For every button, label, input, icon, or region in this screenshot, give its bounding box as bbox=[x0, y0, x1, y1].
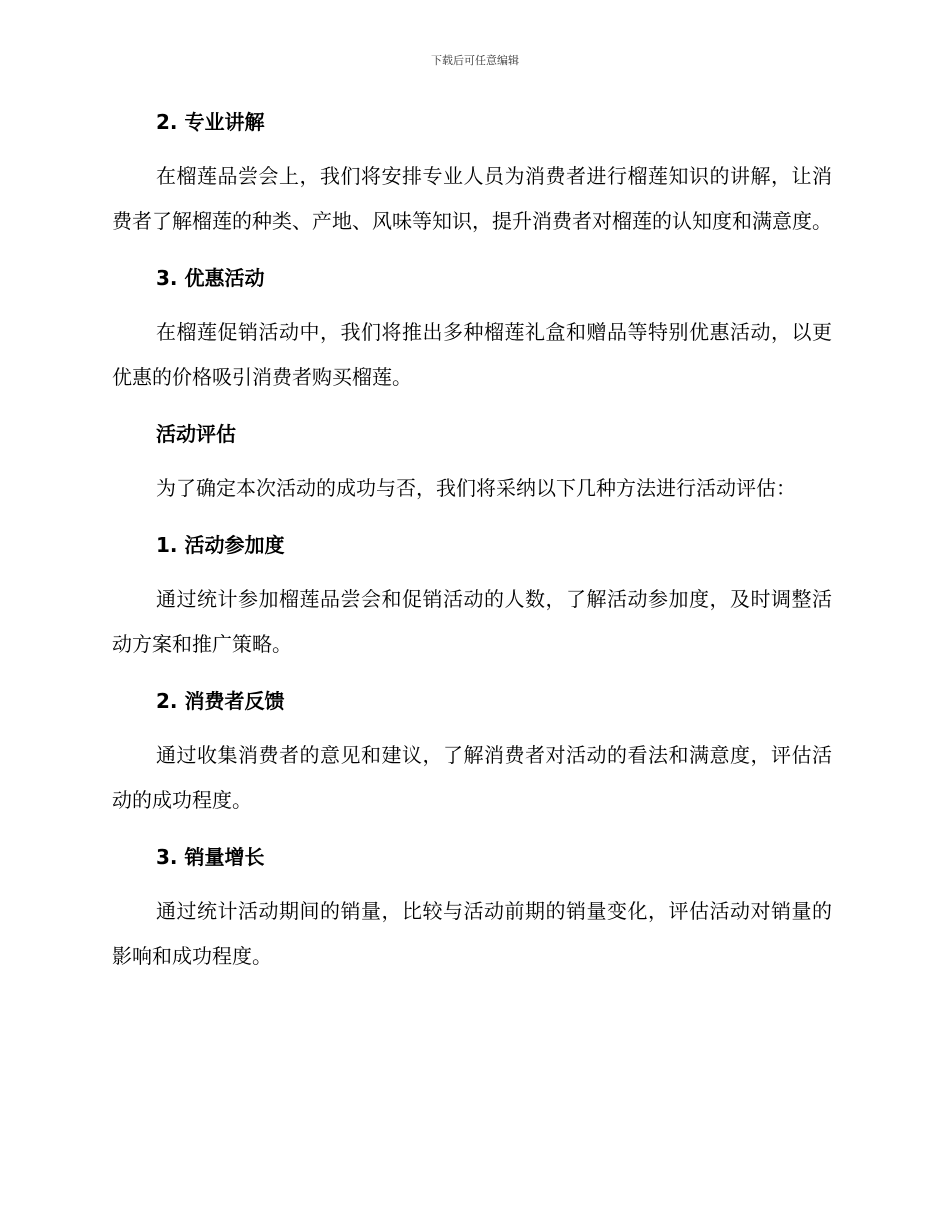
section-paragraph-sales-growth: 通过统计活动期间的销量，比较与活动前期的销量变化，评估活动对销量的影响和成功程度。 bbox=[112, 899, 832, 968]
section-paragraph-activity-evaluation: 为了确定本次活动的成功与否，我们将采纳以下几种方法进行活动评估： bbox=[156, 476, 796, 500]
section-heading-consumer-feedback: 2. 消费者反馈 bbox=[156, 689, 285, 713]
document-body bbox=[112, 108, 832, 979]
section-heading-participation: 1. 活动参加度 bbox=[156, 533, 285, 557]
section-heading-sales-growth: 3. 销量增长 bbox=[156, 845, 265, 869]
header-note: 下载后可任意编辑 bbox=[431, 54, 519, 67]
section-paragraph-professional-explanation: 在榴莲品尝会上，我们将安排专业人员为消费者进行榴莲知识的讲解，让消费者了解榴莲的种类、产地、风味等知识，提升消费者对榴莲的认知度和满意度。 bbox=[112, 164, 832, 233]
section-paragraph-discount-activities: 在榴莲促销活动中，我们将推出多种榴莲礼盒和赠品等特别优惠活动，以更优惠的价格吸引消费者购买榴莲。 bbox=[112, 320, 832, 389]
section-heading-activity-evaluation: 活动评估 bbox=[156, 422, 236, 446]
section-paragraph-participation: 通过统计参加榴莲品尝会和促销活动的人数，了解活动参加度，及时调整活动方案和推广策略。 bbox=[112, 587, 832, 656]
section-heading-professional-explanation: 2. 专业讲解 bbox=[156, 110, 265, 134]
section-heading-discount-activities: 3. 优惠活动 bbox=[156, 266, 265, 290]
section-paragraph-consumer-feedback: 通过收集消费者的意见和建议，了解消费者对活动的看法和满意度，评估活动的成功程度。 bbox=[112, 743, 832, 812]
